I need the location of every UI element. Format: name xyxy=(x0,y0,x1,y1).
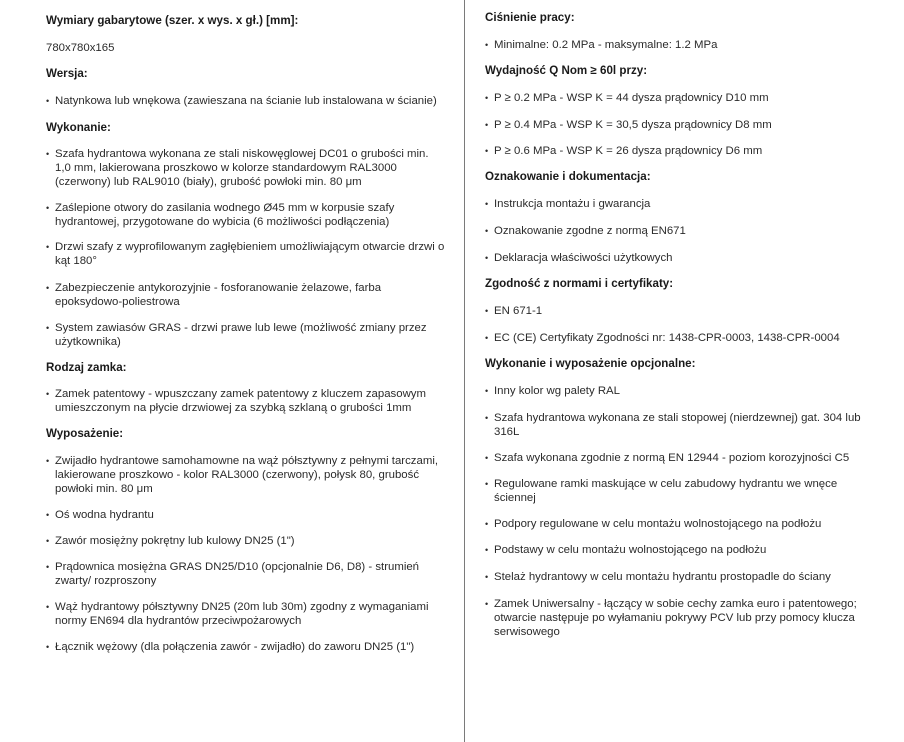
list-item-text: Łącznik wężowy (dla połączenia zawór - zwijadło) do zaworu DN25 (1") xyxy=(55,641,415,653)
bullet-icon: • xyxy=(485,545,489,555)
version-heading: Wersja: xyxy=(46,67,88,80)
list-item-text: Zabezpieczenie antykorozyjnie - fosforanowanie żelazowe, farba epoksydowo-poliestrowa xyxy=(55,282,382,308)
cert-heading: Zgodność z normami i certyfikaty: xyxy=(485,277,674,290)
list-item-text: Zamek patentowy - wpuszczany zamek patentowy z kluczem zapasowym umieszczonym na płycie drzwiowej za szybką szklaną o grubości 1mm xyxy=(55,388,426,414)
bullet-icon: • xyxy=(46,389,50,399)
bullet-icon: • xyxy=(46,203,50,213)
list-item-text: Wąż hydrantowy półsztywny DN25 (20m lub 30m) zgodny z wymaganiami normy EN694 dla hydrantów przeciwpożarowych xyxy=(55,601,429,627)
bullet-icon: • xyxy=(46,323,50,333)
pressure-heading: Ciśnienie pracy: xyxy=(485,11,575,24)
bullet-icon: • xyxy=(46,510,50,520)
bullet-icon: • xyxy=(46,642,50,652)
list-item xyxy=(485,91,885,105)
list-item xyxy=(485,224,885,238)
list-item-text: Oznakowanie zgodne z normą EN671 xyxy=(494,225,686,237)
list-item xyxy=(485,304,885,318)
list-item xyxy=(485,197,885,211)
list-item xyxy=(485,384,885,398)
list-item xyxy=(485,251,885,265)
list-item-text: Prądownica mosiężna GRAS DN25/D10 (opcjonalnie D6, D8) - strumień zwarty/ rozproszony xyxy=(55,561,420,587)
list-item-text: Natynkowa lub wnękowa (zawieszana na ścianie lub instalowana w ścianie) xyxy=(55,95,437,107)
flow-heading: Wydajność Q Nom ≥ 60l przy: xyxy=(485,64,648,77)
bullet-icon: • xyxy=(485,120,489,130)
list-item xyxy=(485,118,885,132)
list-item xyxy=(46,534,456,548)
list-item xyxy=(485,331,885,345)
list-item xyxy=(485,451,885,465)
bullet-icon: • xyxy=(485,40,489,50)
docs-heading: Oznakowanie i dokumentacja: xyxy=(485,170,651,183)
list-item-text: P ≥ 0.2 MPa - WSP K = 44 dysza prądownicy D10 mm xyxy=(494,92,769,104)
list-item xyxy=(485,477,885,505)
column-divider xyxy=(464,0,465,742)
list-item xyxy=(485,38,885,52)
list-item-text: Minimalne: 0.2 MPa - maksymalne: 1.2 MPa xyxy=(494,39,718,51)
list-item-text: Instrukcja montażu i gwarancja xyxy=(494,198,651,210)
list-item-text: Podstawy w celu montażu wolnostojącego na podłożu xyxy=(494,544,767,556)
list-item-text: Stelaż hydrantowy w celu montażu hydrantu prostopadle do ściany xyxy=(494,571,831,583)
list-item-text: Oś wodna hydrantu xyxy=(55,509,154,521)
lock-heading: Rodzaj zamka: xyxy=(46,361,127,374)
bullet-icon: • xyxy=(485,413,489,423)
list-item-text: Szafa hydrantowa wykonana ze stali stopowej (nierdzewnej) gat. 304 lub 316L xyxy=(494,412,861,438)
list-item xyxy=(46,508,456,522)
bullet-icon: • xyxy=(485,386,489,396)
list-item xyxy=(485,543,885,557)
list-item-text: Regulowane ramki maskujące w celu zabudowy hydrantu we wnęce ściennej xyxy=(494,478,838,504)
list-item-text: Podpory regulowane w celu montażu wolnostojącego na podłożu xyxy=(494,518,822,530)
bullet-icon: • xyxy=(485,453,489,463)
list-item xyxy=(46,454,456,496)
list-item-text: P ≥ 0.4 MPa - WSP K = 30,5 dysza prądownicy D8 mm xyxy=(494,119,772,131)
dimensions-heading: Wymiary gabarytowe (szer. x wys. x gł.) [mm]: xyxy=(46,14,299,27)
bullet-icon: • xyxy=(46,536,50,546)
list-item-text: Drzwi szafy z wyprofilowanym zagłębieniem umożliwiającym otwarcie drzwi o kąt 180° xyxy=(55,241,445,267)
list-item-text: EN 671-1 xyxy=(494,305,543,317)
list-item xyxy=(485,570,885,584)
list-item-text: Deklaracja właściwości użytkowych xyxy=(494,252,673,264)
execution-heading: Wykonanie: xyxy=(46,121,111,134)
list-item xyxy=(485,144,885,158)
list-item-text: Szafa hydrantowa wykonana ze stali niskowęglowej DC01 o grubości min. 1,0 mm, lakierowana proszkowo w kolorze standardowym RAL3000 (czerwony) lub RAL9010 (biały), grubość powłoki min. 80 μm xyxy=(55,148,429,188)
list-item-text: Zawór mosiężny pokrętny lub kulowy DN25 (1") xyxy=(55,535,295,547)
list-item xyxy=(46,201,456,229)
bullet-icon: • xyxy=(485,93,489,103)
bullet-icon: • xyxy=(485,226,489,236)
list-item xyxy=(485,517,885,531)
dimensions-value: 780x780x165 xyxy=(46,42,115,54)
list-item-text: System zawiasów GRAS - drzwi prawe lub lewe (możliwość zmiany przez użytkownika) xyxy=(55,322,427,348)
list-item xyxy=(46,281,456,309)
list-item-text: P ≥ 0.6 MPa - WSP K = 26 dysza prądownicy D6 mm xyxy=(494,145,763,157)
list-item-text: Zamek Uniwersalny - łączący w sobie cechy zamka euro i patentowego; otwarcie następuje po wyłamaniu pokrywy PCV lub przy pomocy klucza serwisowego xyxy=(494,598,857,638)
list-item xyxy=(46,147,456,189)
bullet-icon: • xyxy=(485,146,489,156)
list-item-text: Inny kolor wg palety RAL xyxy=(494,385,620,397)
bullet-icon: • xyxy=(46,602,50,612)
bullet-icon: • xyxy=(46,242,50,252)
list-item xyxy=(46,321,456,349)
list-item xyxy=(46,560,456,588)
list-item xyxy=(485,597,885,639)
equipment-heading: Wyposażenie: xyxy=(46,427,124,440)
list-item-text: Szafa wykonana zgodnie z normą EN 12944 - poziom korozyjności C5 xyxy=(494,452,850,464)
bullet-icon: • xyxy=(485,306,489,316)
list-item xyxy=(46,387,456,415)
bullet-icon: • xyxy=(46,456,50,466)
bullet-icon: • xyxy=(485,479,489,489)
bullet-icon: • xyxy=(485,599,489,609)
bullet-icon: • xyxy=(485,572,489,582)
bullet-icon: • xyxy=(485,253,489,263)
bullet-icon: • xyxy=(485,519,489,529)
bullet-icon: • xyxy=(485,199,489,209)
list-item-text: Zaślepione otwory do zasilania wodnego Ø45 mm w korpusie szafy hydrantowej, przygotowane do wybicia (6 możliwości podłączenia) xyxy=(55,202,395,228)
list-item-text: EC (CE) Certyfikaty Zgodności nr: 1438-CPR-0003, 1438-CPR-0004 xyxy=(494,332,840,344)
list-item xyxy=(46,94,456,108)
bullet-icon: • xyxy=(46,562,50,572)
list-item xyxy=(46,640,456,654)
optional-heading: Wykonanie i wyposażenie opcjonalne: xyxy=(485,357,696,370)
list-item xyxy=(485,411,885,439)
bullet-icon: • xyxy=(46,149,50,159)
bullet-icon: • xyxy=(46,283,50,293)
list-item-text: Zwijadło hydrantowe samohamowne na wąż półsztywny z pełnymi tarczami, lakierowane proszkowo - kolor RAL3000 (czerwony), połysk 80, grubość powłoki min. 80 μm xyxy=(55,455,439,495)
bullet-icon: • xyxy=(46,96,50,106)
list-item xyxy=(46,600,456,628)
list-item xyxy=(46,240,456,268)
bullet-icon: • xyxy=(485,333,489,343)
